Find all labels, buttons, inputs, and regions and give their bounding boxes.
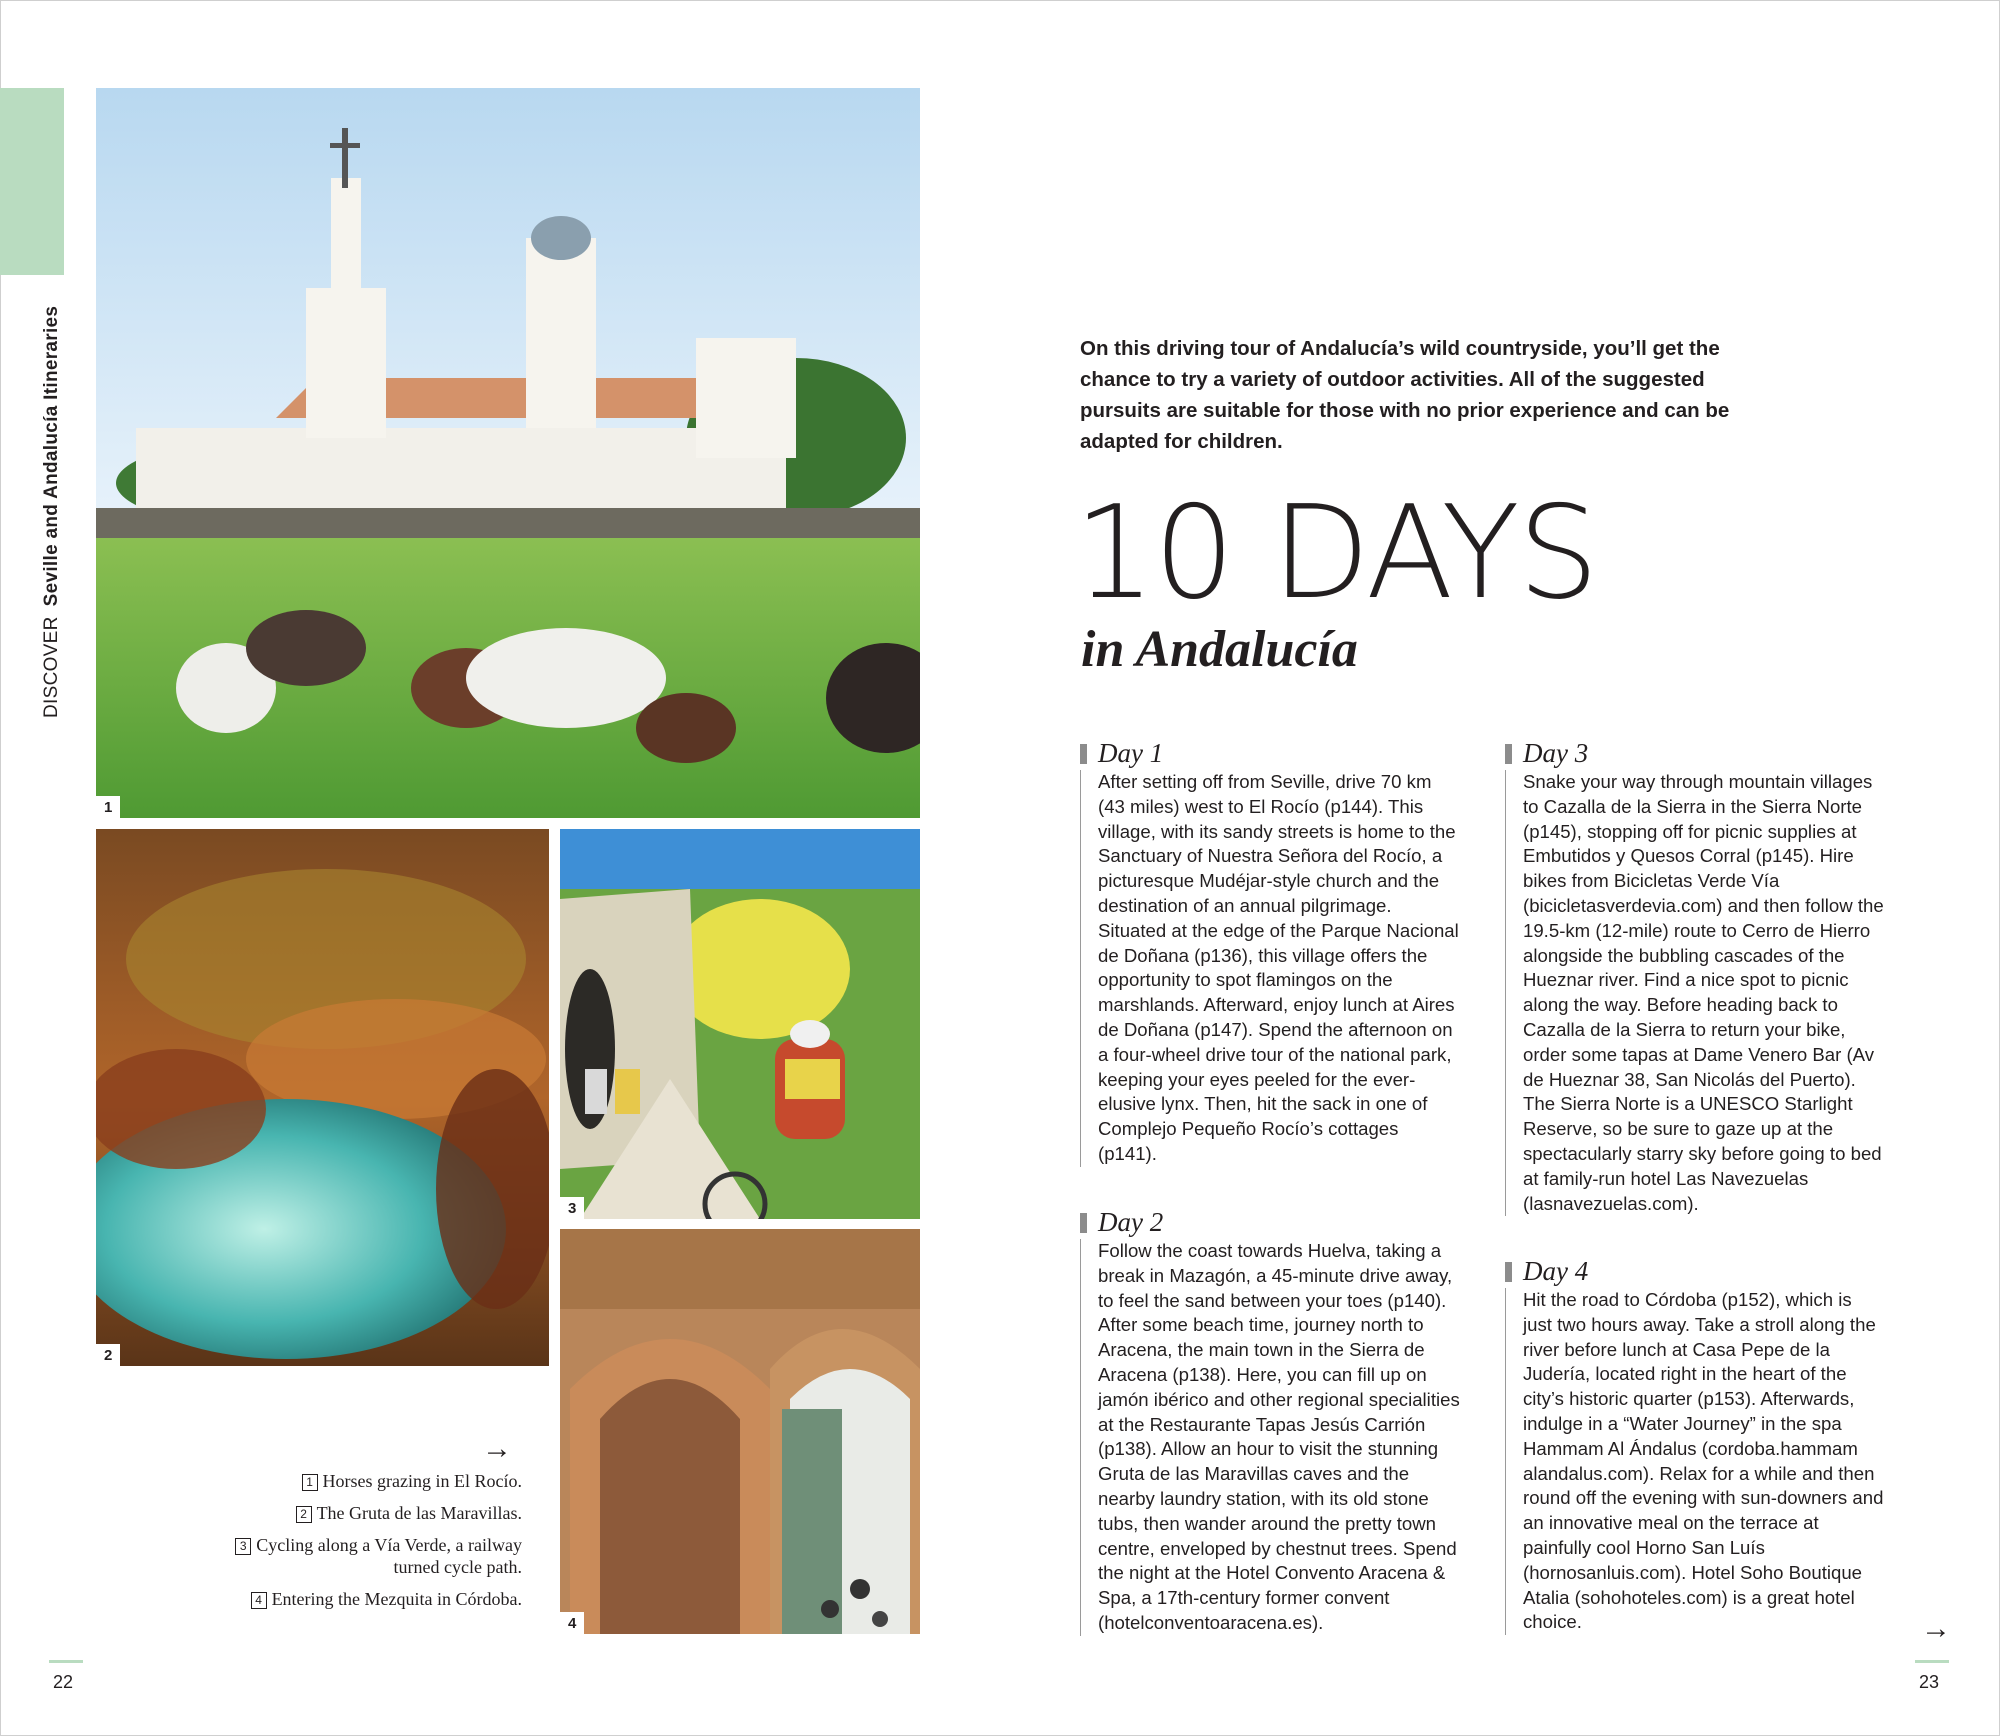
caption-text: Entering the Mezquita in Córdoba.	[271, 1589, 522, 1609]
photo-number: 4	[560, 1612, 584, 1634]
caption-text: Horses grazing in El Rocío.	[322, 1471, 522, 1491]
caption-1	[222, 1470, 522, 1492]
day-body: Follow the coast towards Huelva, taking a break in Mazagón, a 45-minute drive away, to feel the sand between your toes (p140). After some beach time, journey north to Aracena, the main town in the Sierra de Aracena (p138). Here, you can fill up on jamón ibérico and other regional specialities at the Restaurante Tapas Jesús Carrión (p138). Allow an hour to visit the stunning Gruta de las Maravillas caves and the nearby laundry station, with its old stone tubs, then wander around the pretty town centre, enveloped by chestnut trees. Spend the night at the Hotel Convento Aracena & Spa, a 17th-century former convent (hotelconventoaracena.es).	[1080, 1239, 1460, 1636]
caption-text: The Gruta de las Maravillas.	[316, 1503, 522, 1523]
day-heading: Day 2	[1080, 1207, 1460, 1237]
photo-captions	[222, 1470, 522, 1620]
page-number-text: 23	[1919, 1672, 1940, 1692]
intro-paragraph: On this driving tour of Andalucía’s wild countryside, you’ll get the chance to try a variety of outdoor activities. All of the suggested pursuits are suitable for those with no prior experience and can be adapted for children.	[1080, 337, 1730, 453]
photo-gruta-de-las-maravillas	[96, 829, 549, 1366]
page-number-rule	[1915, 1660, 1949, 1663]
day-section	[1505, 738, 1885, 1216]
page-subtitle: in Andalucía	[1081, 621, 1358, 678]
caption-number: 4	[251, 1592, 267, 1609]
photo-mezquita-cordoba	[560, 1229, 920, 1634]
next-arrow-icon: →	[1921, 1612, 1951, 1645]
day-section	[1080, 738, 1460, 1167]
section-title: Seville and Andalucía Itineraries	[41, 305, 62, 607]
day-heading: Day 4	[1505, 1256, 1885, 1286]
caption-number: 3	[235, 1538, 251, 1555]
caption-text: Cycling along a Vía Verde, a railway turned cycle path.	[256, 1535, 522, 1577]
discover-label: DISCOVER	[41, 616, 62, 718]
day-body: After setting off from Seville, drive 70 km (43 miles) west to El Rocío (p144). This village, with its sandy streets is home to the Sanctuary of Nuestra Señora del Rocío, a picturesque Mudéjar-style church and the destination of an annual pilgrimage. Situated at the edge of the Parque Nacional de Doñana (p136), this village offers the opportunity to spot flamingos on the marshlands. Afterward, enjoy lunch at Aires de Doñana (p147). Spend the afternoon on a four-wheel drive tour of the national park, keeping your eyes peeled for the ever-elusive lynx. Then, hit the sack in one of Complejo Pequeño Rocío’s cottages (p141).	[1080, 770, 1460, 1167]
photo-number: 1	[96, 796, 120, 818]
page-number-right	[1919, 1672, 1939, 1693]
page-number-rule	[49, 1660, 83, 1663]
caption-number: 2	[296, 1506, 312, 1523]
page-number-left	[53, 1672, 73, 1693]
caption-3	[222, 1534, 522, 1578]
section-color-tab	[0, 88, 64, 275]
page-number-text: 22	[53, 1672, 74, 1692]
day-body: Hit the road to Córdoba (p152), which is just two hours away. Take a stroll along the river before lunch at Casa Pepe de la Judería, located right in the heart of the city’s historic quarter (p153). Afterwards, indulge in a “Water Journey” in the spa Hammam Al Ándalus (cordoba.hammam alandalus.com). Relax for a while and then round off the evening with sun-downers and an innovative meal on the terrace at painfully cool Horno San Luís (hornosanluis.com). Hotel Soho Boutique Atalia (sohohoteles.com) is a great hotel choice.	[1505, 1288, 1885, 1635]
section-running-head	[41, 306, 63, 718]
day-heading: Day 1	[1080, 738, 1460, 768]
photo-cycling-via-verde	[560, 829, 920, 1219]
next-arrow-icon: →	[482, 1432, 512, 1465]
day-section	[1505, 1256, 1885, 1635]
photo-number: 2	[96, 1344, 120, 1366]
day-body: Snake your way through mountain villages to Cazalla de la Sierra in the Sierra Norte (p145), stopping off for picnic supplies at Embutidos y Quesos Corral (p145). Hire bikes from Bicicletas Verde Vía (bicicletasverdevia.com) and then follow the 19.5-km (12-mile) route to Cerro de Hierro alongside the bubbling cascades of the Hueznar river. Find a nice spot to picnic along the way. Before heading back to Cazalla de la Sierra to return your bike, order some tapas at Dame Venero Bar (Av de Hueznar 38, San Nicolás del Puerto). The Sierra Norte is a UNESCO Starlight Reserve, so be sure to gaze up at the spectacularly starry sky before going to bed at family-run hotel Las Navezuelas (lasnavezuelas.com).	[1505, 770, 1885, 1216]
photo-number: 3	[560, 1197, 584, 1219]
caption-2	[222, 1502, 522, 1524]
day-section	[1080, 1207, 1460, 1636]
page-title: 10 DAYS	[1074, 479, 1597, 628]
photo-horses-el-rocio	[96, 88, 920, 818]
caption-4	[222, 1588, 522, 1610]
caption-number: 1	[302, 1474, 318, 1491]
day-heading: Day 3	[1505, 738, 1885, 768]
